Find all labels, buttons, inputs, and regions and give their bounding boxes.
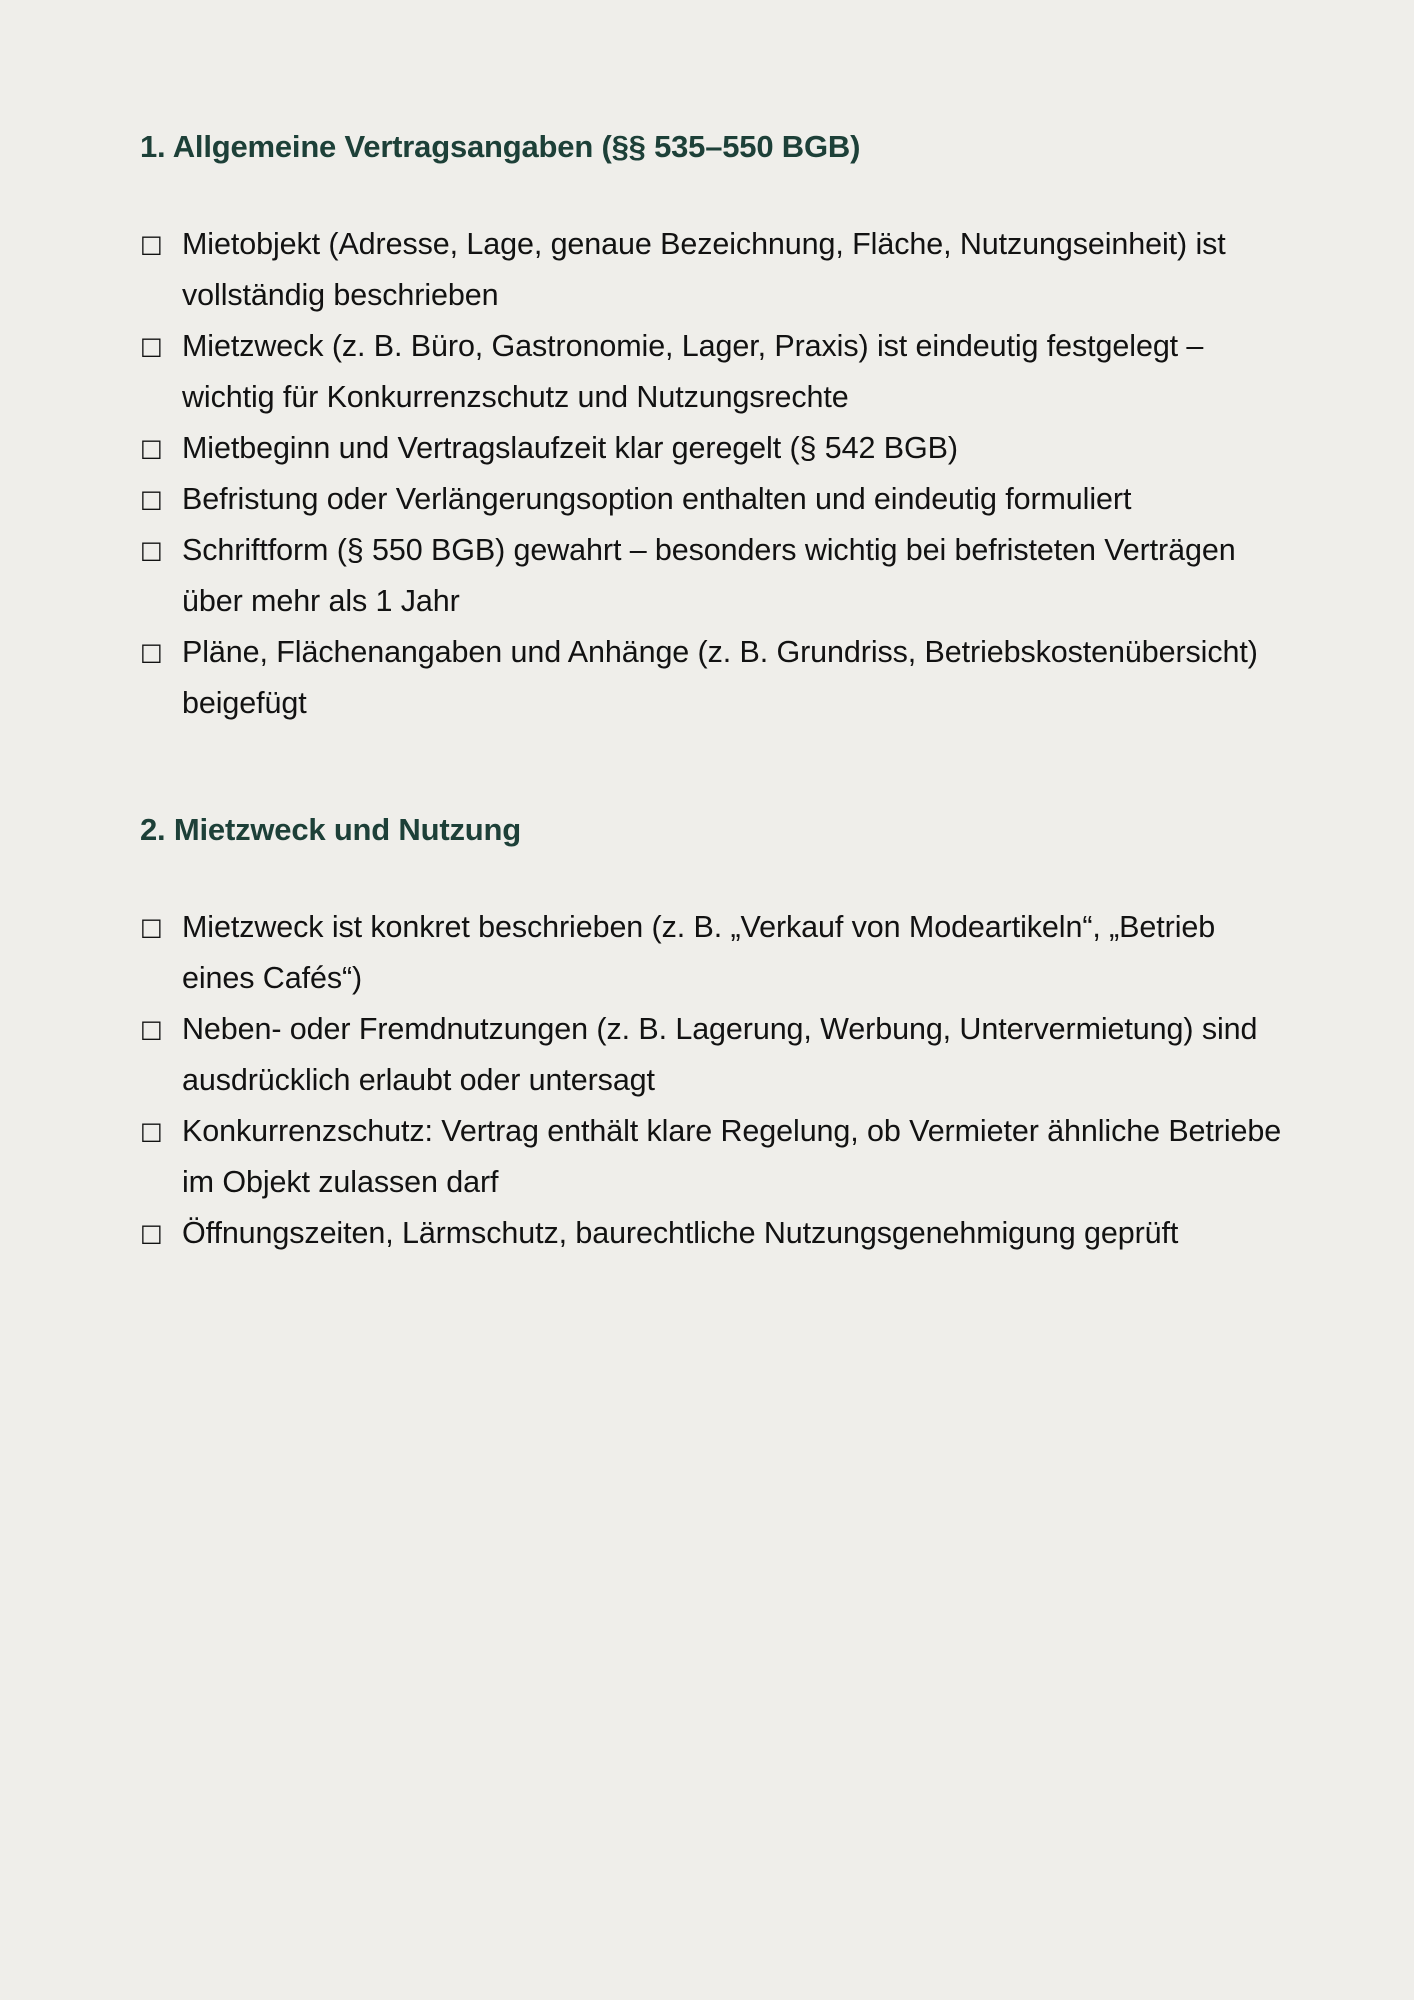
checklist-item-label: Neben- oder Fremdnutzungen (z. B. Lagerung, Werbung, Untervermietung) sind ausdrücklich erlaubt oder untersagt: [182, 1011, 1258, 1097]
checklist-item[interactable]: [140, 321, 1290, 423]
section-allgemeine-vertragsangaben: [140, 128, 1290, 729]
checklist-item[interactable]: [140, 902, 1290, 1004]
checklist-item[interactable]: [140, 525, 1290, 627]
checkbox-icon[interactable]: □: [140, 229, 163, 258]
section-heading: 2. Mietzweck und Nutzung: [140, 811, 521, 847]
checkbox-icon[interactable]: □: [140, 637, 163, 666]
checklist-item[interactable]: [140, 1106, 1290, 1208]
checklist: [140, 902, 1290, 1259]
checkbox-icon[interactable]: □: [140, 1116, 163, 1145]
checkbox-icon[interactable]: □: [140, 331, 163, 360]
checkbox-icon[interactable]: □: [140, 433, 163, 462]
section-mietzweck-und-nutzung: [140, 811, 1290, 1259]
checklist-item[interactable]: [140, 1208, 1290, 1259]
checklist-item-label: Mietobjekt (Adresse, Lage, genaue Bezeichnung, Fläche, Nutzungseinheit) ist vollständig beschrieben: [182, 226, 1226, 312]
checkbox-icon[interactable]: □: [140, 912, 163, 941]
checklist-item-label: Öffnungszeiten, Lärmschutz, baurechtliche Nutzungsgenehmigung geprüft: [182, 1215, 1179, 1250]
checklist-item-label: Schriftform (§ 550 BGB) gewahrt – besonders wichtig bei befristeten Verträgen über mehr als 1 Jahr: [182, 532, 1236, 618]
checklist-item-label: Mietzweck (z. B. Büro, Gastronomie, Lager, Praxis) ist eindeutig festgelegt – wichtig für Konkurrenzschutz und Nutzungsrechte: [182, 328, 1204, 414]
checklist-item[interactable]: [140, 474, 1290, 525]
document-content: [140, 128, 1290, 1259]
checkbox-icon[interactable]: □: [140, 535, 163, 564]
checkbox-icon[interactable]: □: [140, 1014, 163, 1043]
checklist-item-label: Mietzweck ist konkret beschrieben (z. B. „Verkauf von Modeartikeln“, „Betrieb eines Cafés“): [182, 909, 1216, 995]
checklist-item[interactable]: [140, 423, 1290, 474]
checklist-item[interactable]: [140, 627, 1290, 729]
checklist: [140, 219, 1290, 729]
checklist-item-label: Konkurrenzschutz: Vertrag enthält klare Regelung, ob Vermieter ähnliche Betriebe im Objekt zulassen darf: [182, 1113, 1282, 1199]
checklist-item-label: Mietbeginn und Vertragslaufzeit klar geregelt (§ 542 BGB): [182, 430, 958, 465]
checkbox-icon[interactable]: □: [140, 484, 163, 513]
checklist-item-label: Befristung oder Verlängerungsoption enthalten und eindeutig formuliert: [182, 481, 1132, 516]
checkbox-icon[interactable]: □: [140, 1218, 163, 1247]
section-heading: 1. Allgemeine Vertragsangaben (§§ 535–550 BGB): [140, 129, 861, 164]
checklist-item-label: Pläne, Flächenangaben und Anhänge (z. B. Grundriss, Betriebskostenübersicht) beigefügt: [182, 634, 1258, 720]
checklist-item[interactable]: [140, 219, 1290, 321]
checklist-item[interactable]: [140, 1004, 1290, 1106]
